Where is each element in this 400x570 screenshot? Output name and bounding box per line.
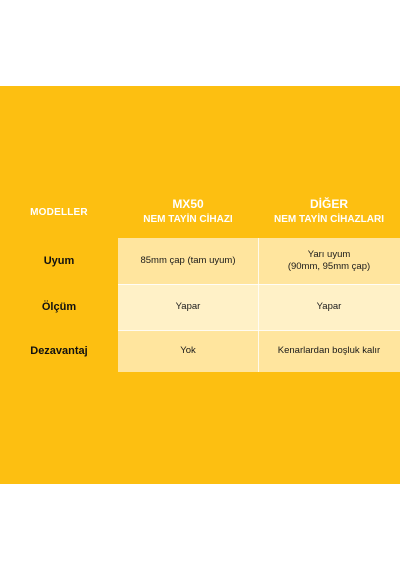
other-subtitle: NEM TAYİN CİHAZLARI	[274, 214, 384, 226]
table-row	[0, 238, 400, 284]
row-label-olcum: Ölçüm	[0, 284, 118, 330]
other-cell-line2: (90mm, 95mm çap)	[287, 261, 371, 272]
column-divider	[258, 238, 259, 372]
other-cell: Yapar	[316, 301, 342, 313]
other-cell	[258, 238, 400, 284]
other-cell: Kenarlardan boşluk kalır	[277, 345, 381, 357]
comparison-panel	[0, 86, 400, 484]
mx50-cell: Yapar	[175, 301, 201, 313]
table-row	[0, 284, 400, 330]
other-title: DİĞER	[309, 197, 348, 212]
mx50-title: MX50	[172, 197, 204, 212]
other-cell-line1: Yarı uyum	[307, 249, 351, 261]
row-label-uyum: Uyum	[0, 238, 118, 284]
mx50-cell: Yok	[180, 345, 196, 357]
mx50-subtitle: NEM TAYİN CİHAZI	[143, 214, 233, 226]
row-divider	[118, 330, 400, 331]
table-header-row	[0, 186, 400, 238]
other-header	[258, 186, 400, 238]
row-divider	[118, 284, 400, 285]
mx50-cell: 85mm çap (tam uyum)	[140, 255, 236, 267]
comparison-table	[0, 186, 400, 372]
models-header: MODELLER	[30, 206, 88, 218]
row-label-dezavantaj: Dezavantaj	[0, 330, 118, 372]
table-row	[0, 330, 400, 372]
mx50-header	[118, 186, 258, 238]
